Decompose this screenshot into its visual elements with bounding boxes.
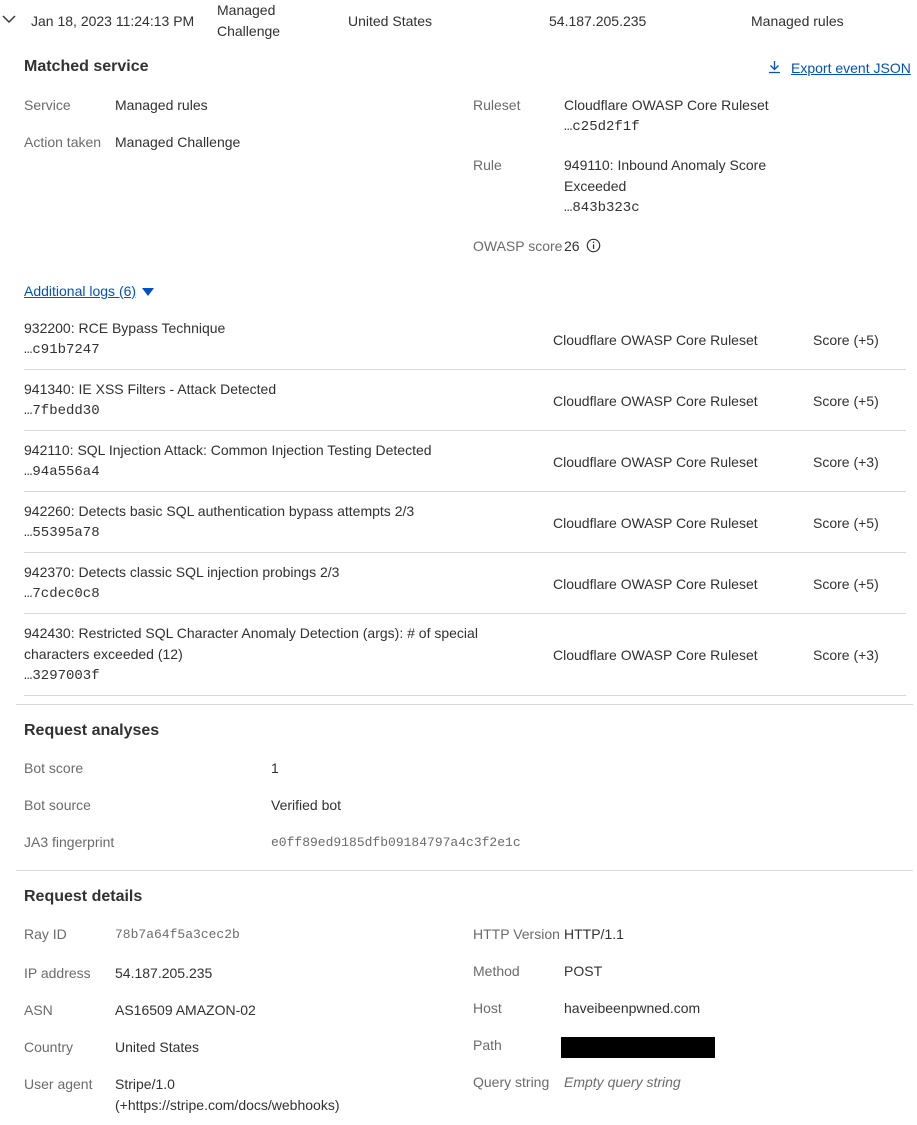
section-divider bbox=[16, 704, 913, 705]
action-taken-label: Action taken bbox=[24, 134, 102, 150]
download-icon bbox=[768, 60, 781, 77]
log-ruleset: Cloudflare OWASP Core Ruleset bbox=[553, 647, 758, 663]
log-score: Score (+3) bbox=[813, 454, 879, 470]
user-agent-value-line1: Stripe/1.0 bbox=[115, 1076, 175, 1092]
rule-value-line1: 949110: Inbound Anomaly Score bbox=[564, 157, 767, 173]
log-rule-name: 942110: SQL Injection Attack: Common Injection Testing Detected bbox=[24, 442, 432, 458]
event-action-line1: Managed bbox=[217, 2, 276, 18]
log-rule-name: 942370: Detects classic SQL injection probings 2/3 bbox=[24, 564, 340, 580]
log-row[interactable] bbox=[16, 614, 906, 696]
log-rule-id: …7cdec0c8 bbox=[24, 586, 100, 602]
event-date: Jan 18, 2023 11:24:13 PM bbox=[31, 13, 195, 29]
matched-service-title: Matched service bbox=[24, 58, 149, 75]
log-row[interactable] bbox=[16, 492, 906, 553]
log-score: Score (+5) bbox=[813, 515, 879, 531]
host-label: Host bbox=[473, 1000, 502, 1016]
log-rule-name-line2: characters exceeded (12) bbox=[24, 646, 183, 662]
ip-address-label: IP address bbox=[24, 965, 91, 981]
log-rule-id: …3297003f bbox=[24, 668, 100, 684]
country-label: Country bbox=[24, 1039, 74, 1055]
owasp-score-value: 26 bbox=[564, 238, 580, 254]
log-row[interactable] bbox=[16, 431, 906, 492]
owasp-score-label: OWASP score bbox=[473, 238, 563, 254]
event-action-line2: Challenge bbox=[217, 23, 281, 39]
ja3-fingerprint-value: e0ff89ed9185dfb09184797a4c3f2e1c bbox=[271, 835, 521, 850]
request-analyses-title: Request analyses bbox=[24, 722, 160, 739]
service-label: Service bbox=[24, 97, 71, 113]
caret-down-icon bbox=[141, 284, 155, 300]
rule-value-line2: Exceeded bbox=[564, 178, 627, 194]
asn-value: AS16509 AMAZON-02 bbox=[115, 1002, 256, 1018]
asn-label: ASN bbox=[24, 1002, 53, 1018]
log-ruleset: Cloudflare OWASP Core Ruleset bbox=[553, 332, 758, 348]
bot-score-value: 1 bbox=[271, 760, 279, 776]
path-label: Path bbox=[473, 1037, 502, 1053]
log-score: Score (+5) bbox=[813, 576, 879, 592]
log-rule-id: …94a556a4 bbox=[24, 464, 100, 480]
additional-logs-toggle[interactable] bbox=[24, 283, 155, 300]
query-string-value: Empty query string bbox=[564, 1074, 681, 1090]
ruleset-label: Ruleset bbox=[473, 97, 521, 113]
bot-source-label: Bot source bbox=[24, 797, 91, 813]
additional-logs-label: Additional logs (6) bbox=[24, 283, 137, 299]
log-rule-name: 932200: RCE Bypass Technique bbox=[24, 320, 226, 336]
event-service: Managed rules bbox=[751, 13, 844, 29]
export-event-json-label: Export event JSON bbox=[791, 60, 911, 76]
log-ruleset: Cloudflare OWASP Core Ruleset bbox=[553, 393, 758, 409]
ray-id-value: 78b7a64f5a3cec2b bbox=[115, 927, 240, 942]
log-score: Score (+3) bbox=[813, 647, 879, 663]
method-label: Method bbox=[473, 963, 520, 979]
ruleset-value: Cloudflare OWASP Core Ruleset bbox=[564, 97, 769, 113]
log-rule-name: 942260: Detects basic SQL authentication bypass attempts 2/3 bbox=[24, 503, 415, 519]
http-version-value: HTTP/1.1 bbox=[564, 926, 624, 942]
chevron-down-icon[interactable] bbox=[2, 11, 16, 27]
log-rule-name-line1: 942430: Restricted SQL Character Anomaly Detection (args): # of special bbox=[24, 625, 478, 641]
method-value: POST bbox=[564, 963, 603, 979]
query-string-label: Query string bbox=[473, 1074, 550, 1090]
service-value: Managed rules bbox=[115, 97, 208, 113]
log-row[interactable] bbox=[16, 310, 906, 370]
row-divider bbox=[24, 695, 906, 696]
log-score: Score (+5) bbox=[813, 332, 879, 348]
user-agent-label: User agent bbox=[24, 1076, 93, 1092]
rule-label: Rule bbox=[473, 157, 502, 173]
user-agent-value-line2: (+https://stripe.com/docs/webhooks) bbox=[115, 1097, 340, 1113]
log-row[interactable] bbox=[16, 370, 906, 431]
log-rule-id: …7fbedd30 bbox=[24, 403, 100, 419]
host-value: haveibeenpwned.com bbox=[564, 1000, 701, 1016]
ruleset-id: …c25d2f1f bbox=[564, 119, 640, 135]
action-taken-value: Managed Challenge bbox=[115, 134, 241, 150]
event-country: United States bbox=[348, 13, 433, 29]
ja3-fingerprint-label: JA3 fingerprint bbox=[24, 834, 115, 850]
bot-source-value: Verified bot bbox=[271, 797, 342, 813]
rule-id: …843b323c bbox=[564, 200, 640, 216]
log-score: Score (+5) bbox=[813, 393, 879, 409]
log-ruleset: Cloudflare OWASP Core Ruleset bbox=[553, 515, 758, 531]
ray-id-label: Ray ID bbox=[24, 926, 67, 942]
info-icon[interactable] bbox=[586, 238, 601, 256]
log-rule-name: 941340: IE XSS Filters - Attack Detected bbox=[24, 381, 277, 397]
ip-address-value: 54.187.205.235 bbox=[115, 965, 213, 981]
request-details-title: Request details bbox=[24, 888, 143, 905]
log-rule-id: …c91b7247 bbox=[24, 342, 100, 358]
bot-score-label: Bot score bbox=[24, 760, 84, 776]
section-divider bbox=[16, 870, 913, 871]
log-rule-id: …55395a78 bbox=[24, 525, 100, 541]
path-value-redacted bbox=[561, 1037, 715, 1058]
http-version-label: HTTP Version bbox=[473, 926, 560, 942]
country-value: United States bbox=[115, 1039, 200, 1055]
log-row[interactable] bbox=[16, 553, 906, 614]
log-ruleset: Cloudflare OWASP Core Ruleset bbox=[553, 576, 758, 592]
log-ruleset: Cloudflare OWASP Core Ruleset bbox=[553, 454, 758, 470]
event-ip: 54.187.205.235 bbox=[549, 13, 647, 29]
